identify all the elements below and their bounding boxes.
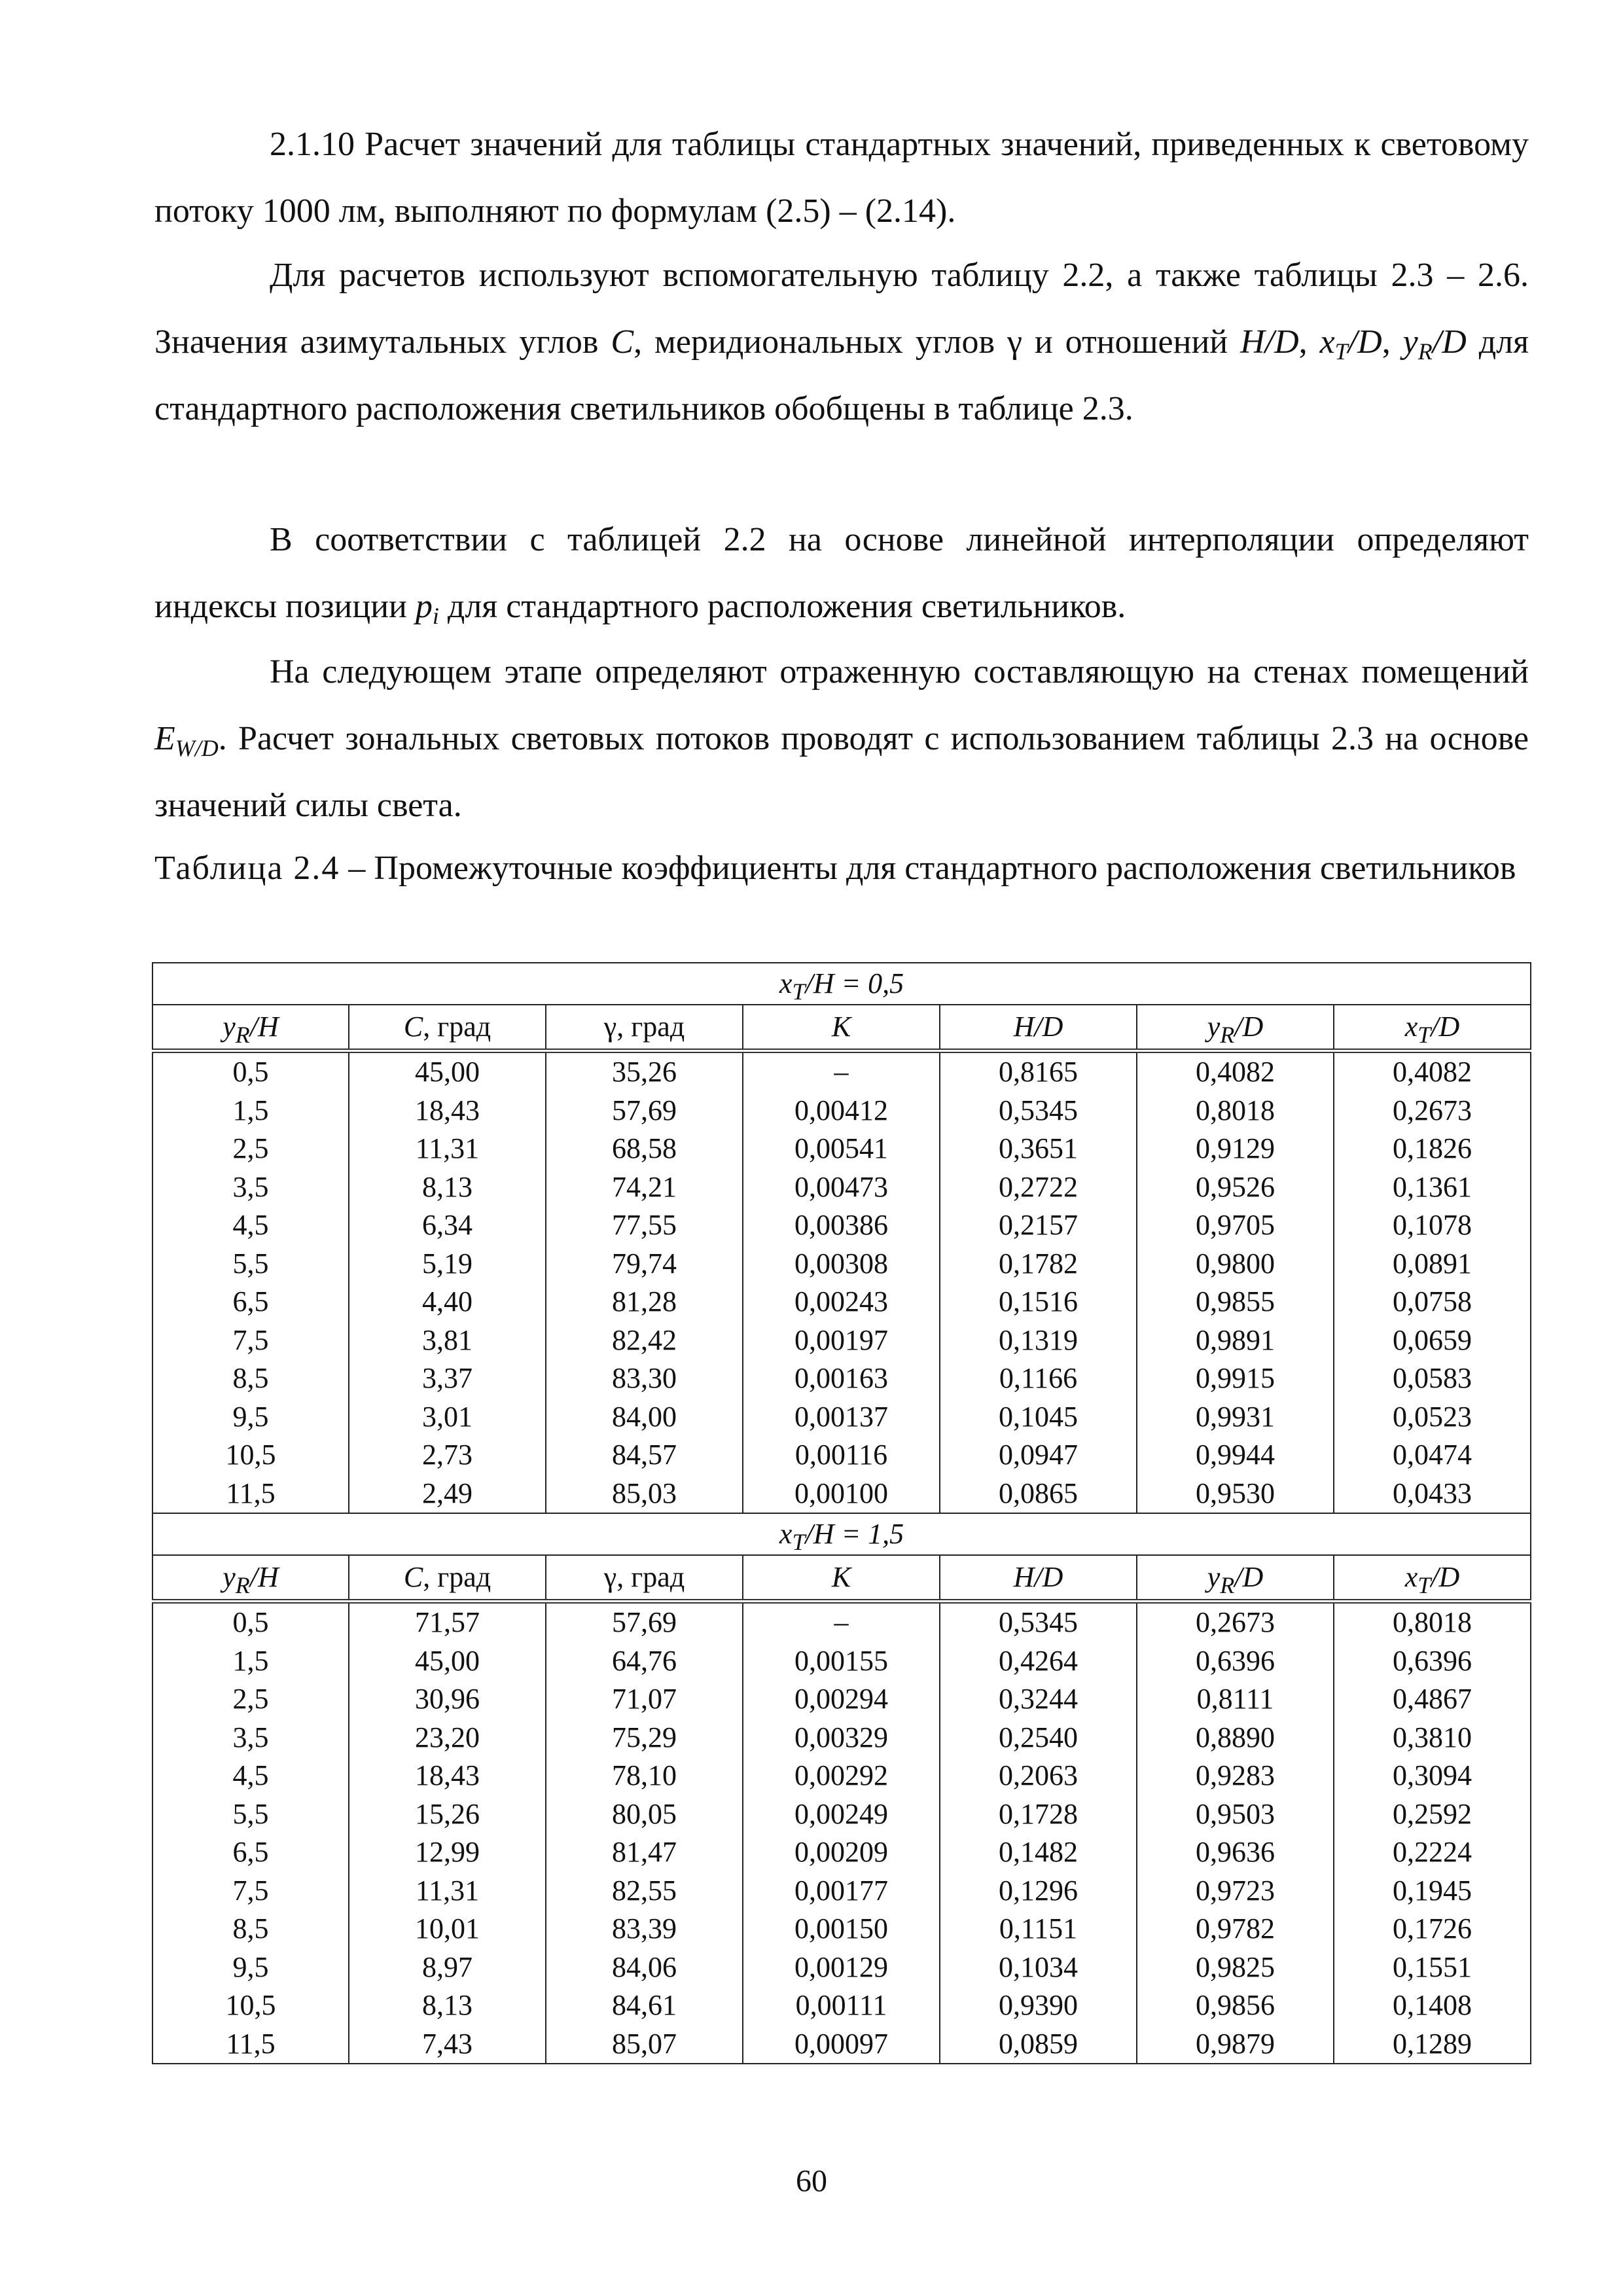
table-cell: 0,1151	[940, 1910, 1137, 1948]
table-cell: 35,26	[546, 1051, 743, 1092]
table-cell: 12,99	[349, 1833, 546, 1872]
coefficients-table	[152, 962, 1531, 2064]
table-cell: 0,4082	[1334, 1051, 1531, 1092]
table-cell: 0,8165	[940, 1051, 1137, 1092]
table-cell: 0,0523	[1334, 1398, 1531, 1437]
table-cell: 0,2063	[940, 1757, 1137, 1795]
table-row	[152, 1757, 1531, 1795]
table-cell: 68,58	[546, 1130, 743, 1168]
paragraph-reflected-component: На следующем этапе определяют отраженную составляющую на стенах помещений $E_{W/D}$. Расчет зональных световых потоков проводят с использованием таблицы 2.3 на основе значений силы света.	[154, 653, 1529, 824]
table-cell: 0,9723	[1137, 1872, 1334, 1910]
table-cell: 10,5	[152, 1436, 349, 1475]
table-cell: 6,5	[152, 1283, 349, 1321]
table-cell: 0,8018	[1137, 1092, 1334, 1130]
table-cell: 0,00473	[743, 1168, 940, 1207]
column-header: $x_T/D$	[1334, 1005, 1531, 1051]
table-cell: 0,6396	[1137, 1642, 1334, 1681]
table-cell: 0,1516	[940, 1283, 1137, 1321]
table-cell: 0,0891	[1334, 1245, 1531, 1283]
table-cell: 6,5	[152, 1833, 349, 1872]
table-cell: 57,69	[546, 1092, 743, 1130]
table-cell: 0,00111	[743, 1986, 940, 2025]
table-cell: 0,9856	[1137, 1986, 1334, 2025]
table-cell: –	[743, 1051, 940, 1092]
table-cell: 0,1726	[1334, 1910, 1531, 1948]
table-cell: 6,34	[349, 1206, 546, 1245]
table-cell: 0,3651	[940, 1130, 1137, 1168]
table-cell: 0,00243	[743, 1283, 940, 1321]
table-cell: 0,00308	[743, 1245, 940, 1283]
table-cell: 80,05	[546, 1795, 743, 1834]
table-row	[152, 2025, 1531, 2064]
table-cell: 0,9390	[940, 1986, 1137, 2025]
paragraph-auxiliary-tables: Для расчетов используют вспомогательную таблицу 2.2, а также таблицы 2.3 – 2.6. Значения азимутальных углов C, меридиональных углов γ и отношений H/D, $x_T/D$, $y_R/D$ для стандартного расположения светильников обобщены в таблице 2.3.	[154, 257, 1529, 427]
table-cell: 3,81	[349, 1321, 546, 1360]
table-cell: 0,00292	[743, 1757, 940, 1795]
group-header-row	[152, 963, 1531, 1005]
table-cell: 82,55	[546, 1872, 743, 1910]
table-cell: 0,1078	[1334, 1206, 1531, 1245]
page-number: 60	[796, 2164, 827, 2198]
table-cell: 8,97	[349, 1948, 546, 1987]
table-cell: 0,9915	[1137, 1359, 1334, 1398]
table-cell: 79,74	[546, 1245, 743, 1283]
table-cell: 0,2540	[940, 1719, 1137, 1757]
table-cell: 4,40	[349, 1283, 546, 1321]
paragraph-2-1-10: 2.1.10 Расчет значений для таблицы стандартных значений, приведенных к световому потоку 1000 лм, выполняют по формулам (2.5) – (2.14).	[154, 126, 1529, 230]
table-cell: 9,5	[152, 1398, 349, 1437]
table-cell: 0,0865	[940, 1475, 1137, 1514]
table-cell: 8,13	[349, 1986, 546, 2025]
column-header: H/D	[940, 1005, 1137, 1051]
column-header: $y_R/D$	[1137, 1005, 1334, 1051]
table-row	[152, 1398, 1531, 1437]
table-cell: 0,9782	[1137, 1910, 1334, 1948]
table-cell: 8,5	[152, 1910, 349, 1948]
table-cell: 0,00163	[743, 1359, 940, 1398]
table-cell: 0,1482	[940, 1833, 1137, 1872]
column-header: $y_R/D$	[1137, 1555, 1334, 1602]
table-row	[152, 1359, 1531, 1398]
table-row	[152, 1948, 1531, 1987]
table-cell: 0,0758	[1334, 1283, 1531, 1321]
table-cell: 1,5	[152, 1092, 349, 1130]
column-header: $y_R/H$	[152, 1005, 349, 1051]
table-cell: 0,1166	[940, 1359, 1137, 1398]
table-row	[152, 1283, 1531, 1321]
table-cell: 0,9855	[1137, 1283, 1334, 1321]
paragraph-position-indices: В соответствии с таблицей 2.2 на основе линейной интерполяции определяют индексы позиции $p_i$ для стандартного расположения светильников.	[154, 521, 1529, 629]
table-cell: 18,43	[349, 1092, 546, 1130]
table-cell: 0,9800	[1137, 1245, 1334, 1283]
table-cell: 64,76	[546, 1642, 743, 1681]
table-cell: 8,5	[152, 1359, 349, 1398]
table-cell: 0,0859	[940, 2025, 1137, 2064]
table-cell: 74,21	[546, 1168, 743, 1207]
table-cell: 0,9879	[1137, 2025, 1334, 2064]
table-cell: 0,4082	[1137, 1051, 1334, 1092]
table-cell: 0,00329	[743, 1719, 940, 1757]
table-cell: 45,00	[349, 1051, 546, 1092]
table-row	[152, 1719, 1531, 1757]
table-cell: 0,1728	[940, 1795, 1137, 1834]
table-cell: 84,61	[546, 1986, 743, 2025]
table-cell: 84,06	[546, 1948, 743, 1987]
table-row	[152, 1910, 1531, 1948]
table-cell: 71,07	[546, 1680, 743, 1719]
table-cell: 0,1361	[1334, 1168, 1531, 1207]
table-cell: 84,00	[546, 1398, 743, 1437]
table-row	[152, 1206, 1531, 1245]
table-cell: 8,13	[349, 1168, 546, 1207]
table-cell: 0,1296	[940, 1872, 1137, 1910]
table-cell: 0,9931	[1137, 1398, 1334, 1437]
table-cell: 0,5	[152, 1602, 349, 1642]
table-cell: 0,9283	[1137, 1757, 1334, 1795]
table-cell: 0,5	[152, 1051, 349, 1092]
table-row	[152, 1602, 1531, 1642]
table-cell: 83,39	[546, 1910, 743, 1948]
table-cell: 1,5	[152, 1642, 349, 1681]
table-cell: 0,9944	[1137, 1436, 1334, 1475]
table-row	[152, 1680, 1531, 1719]
table-cell: 0,8111	[1137, 1680, 1334, 1719]
table-cell: 0,00177	[743, 1872, 940, 1910]
table-cell: 2,5	[152, 1130, 349, 1168]
table-cell: 0,4264	[940, 1642, 1137, 1681]
table-row	[152, 1245, 1531, 1283]
table-cell: 0,3810	[1334, 1719, 1531, 1757]
table-cell: 81,28	[546, 1283, 743, 1321]
column-header: $y_R/H$	[152, 1555, 349, 1602]
group-title: $x_T/H = 1,5$	[152, 1513, 1531, 1555]
table-cell: 0,0947	[940, 1436, 1137, 1475]
table-row	[152, 1475, 1531, 1514]
table-cell: 0,00386	[743, 1206, 940, 1245]
table-cell: 0,9705	[1137, 1206, 1334, 1245]
table-cell: 45,00	[349, 1642, 546, 1681]
table-cell: 0,00097	[743, 2025, 940, 2064]
table-cell: 0,9825	[1137, 1948, 1334, 1987]
table-cell: 2,5	[152, 1680, 349, 1719]
table-cell: 0,2157	[940, 1206, 1137, 1245]
table-cell: 0,00249	[743, 1795, 940, 1834]
table-cell: 10,01	[349, 1910, 546, 1948]
table-cell: 0,1034	[940, 1948, 1137, 1987]
table-cell: 0,00155	[743, 1642, 940, 1681]
table-cell: 3,37	[349, 1359, 546, 1398]
table-cell: 0,5345	[940, 1602, 1137, 1642]
table-cell: 75,29	[546, 1719, 743, 1757]
table-cell: 0,0474	[1334, 1436, 1531, 1475]
table-cell: 15,26	[349, 1795, 546, 1834]
table-row	[152, 1321, 1531, 1360]
table-cell: 0,9891	[1137, 1321, 1334, 1360]
table-caption-label: Таблица 2.4	[154, 850, 340, 887]
table-row	[152, 1642, 1531, 1681]
table-row	[152, 1795, 1531, 1834]
table-cell: 0,00129	[743, 1948, 940, 1987]
table-cell: 5,5	[152, 1795, 349, 1834]
column-header: γ, град	[546, 1555, 743, 1602]
coefficients-table-body	[152, 963, 1531, 2064]
table-cell: 0,2224	[1334, 1833, 1531, 1872]
table-cell: 2,49	[349, 1475, 546, 1514]
table-cell: 0,1945	[1334, 1872, 1531, 1910]
table-cell: 77,55	[546, 1206, 743, 1245]
table-cell: 0,9526	[1137, 1168, 1334, 1207]
table-cell: 0,9530	[1137, 1475, 1334, 1514]
table-cell: 0,00541	[743, 1130, 940, 1168]
table-cell: 0,00137	[743, 1398, 940, 1437]
table-cell: 0,1826	[1334, 1130, 1531, 1168]
table-cell: 82,42	[546, 1321, 743, 1360]
table-cell: 30,96	[349, 1680, 546, 1719]
table-cell: 0,00150	[743, 1910, 940, 1948]
table-cell: 5,5	[152, 1245, 349, 1283]
table-cell: 11,5	[152, 1475, 349, 1514]
table-cell: 11,31	[349, 1130, 546, 1168]
table-cell: 0,1408	[1334, 1986, 1531, 2025]
table-row	[152, 1168, 1531, 1207]
table-row	[152, 1092, 1531, 1130]
table-cell: 0,0583	[1334, 1359, 1531, 1398]
table-cell: 7,43	[349, 2025, 546, 2064]
table-cell: 0,1319	[940, 1321, 1137, 1360]
column-header: H/D	[940, 1555, 1137, 1602]
table-cell: 4,5	[152, 1757, 349, 1795]
table-row	[152, 1872, 1531, 1910]
table-cell: 0,9636	[1137, 1833, 1334, 1872]
table-cell: 0,4867	[1334, 1680, 1531, 1719]
column-header: C, град	[349, 1555, 546, 1602]
table-cell: 0,9129	[1137, 1130, 1334, 1168]
table-caption-text: – Промежуточные коэффициенты для стандартного расположения светильников	[340, 850, 1516, 887]
table-cell: 0,1782	[940, 1245, 1137, 1283]
table-cell: 23,20	[349, 1719, 546, 1757]
group-title: $x_T/H = 0,5$	[152, 963, 1531, 1005]
table-cell: 9,5	[152, 1948, 349, 1987]
table-cell: 71,57	[349, 1602, 546, 1642]
table-cell: 0,8890	[1137, 1719, 1334, 1757]
table-cell: 0,3244	[940, 1680, 1137, 1719]
table-cell: 11,5	[152, 2025, 349, 2064]
table-cell: 0,0433	[1334, 1475, 1531, 1514]
table-cell: 18,43	[349, 1757, 546, 1795]
table-cell: 78,10	[546, 1757, 743, 1795]
table-cell: 0,2722	[940, 1168, 1137, 1207]
table-cell: 4,5	[152, 1206, 349, 1245]
column-header-row	[152, 1555, 1531, 1602]
table-cell: 0,0659	[1334, 1321, 1531, 1360]
table-cell: –	[743, 1602, 940, 1642]
table-cell: 0,00100	[743, 1475, 940, 1514]
table-cell: 7,5	[152, 1321, 349, 1360]
table-cell: 81,47	[546, 1833, 743, 1872]
table-cell: 0,00197	[743, 1321, 940, 1360]
table-cell: 84,57	[546, 1436, 743, 1475]
table-cell: 0,2673	[1137, 1602, 1334, 1642]
table-cell: 3,01	[349, 1398, 546, 1437]
table-cell: 0,00116	[743, 1436, 940, 1475]
table-cell: 0,2592	[1334, 1795, 1531, 1834]
column-header: γ, град	[546, 1005, 743, 1051]
table-cell: 0,00412	[743, 1092, 940, 1130]
table-cell: 3,5	[152, 1168, 349, 1207]
table-cell: 0,1289	[1334, 2025, 1531, 2064]
table-row	[152, 1986, 1531, 2025]
column-header: K	[743, 1555, 940, 1602]
table-row	[152, 1051, 1531, 1092]
table-row	[152, 1436, 1531, 1475]
table-cell: 0,5345	[940, 1092, 1137, 1130]
table-row	[152, 1130, 1531, 1168]
table-cell: 11,31	[349, 1872, 546, 1910]
table-cell: 85,03	[546, 1475, 743, 1514]
column-header-row	[152, 1005, 1531, 1051]
table-cell: 3,5	[152, 1719, 349, 1757]
table-cell: 85,07	[546, 2025, 743, 2064]
column-header: C, град	[349, 1005, 546, 1051]
table-cell: 0,1045	[940, 1398, 1137, 1437]
table-cell: 0,2673	[1334, 1092, 1531, 1130]
table-cell: 0,00209	[743, 1833, 940, 1872]
table-cell: 0,00294	[743, 1680, 940, 1719]
group-header-row	[152, 1513, 1531, 1555]
table-cell: 57,69	[546, 1602, 743, 1642]
table-cell: 0,9503	[1137, 1795, 1334, 1834]
table-cell: 2,73	[349, 1436, 546, 1475]
table-cell: 0,6396	[1334, 1642, 1531, 1681]
table-row	[152, 1833, 1531, 1872]
table-cell: 5,19	[349, 1245, 546, 1283]
table-cell: 0,8018	[1334, 1602, 1531, 1642]
table-cell: 83,30	[546, 1359, 743, 1398]
table-cell: 10,5	[152, 1986, 349, 2025]
table-cell: 0,1551	[1334, 1948, 1531, 1987]
table-caption	[154, 835, 1529, 902]
column-header: K	[743, 1005, 940, 1051]
table-cell: 0,3094	[1334, 1757, 1531, 1795]
column-header: $x_T/D$	[1334, 1555, 1531, 1602]
table-cell: 7,5	[152, 1872, 349, 1910]
